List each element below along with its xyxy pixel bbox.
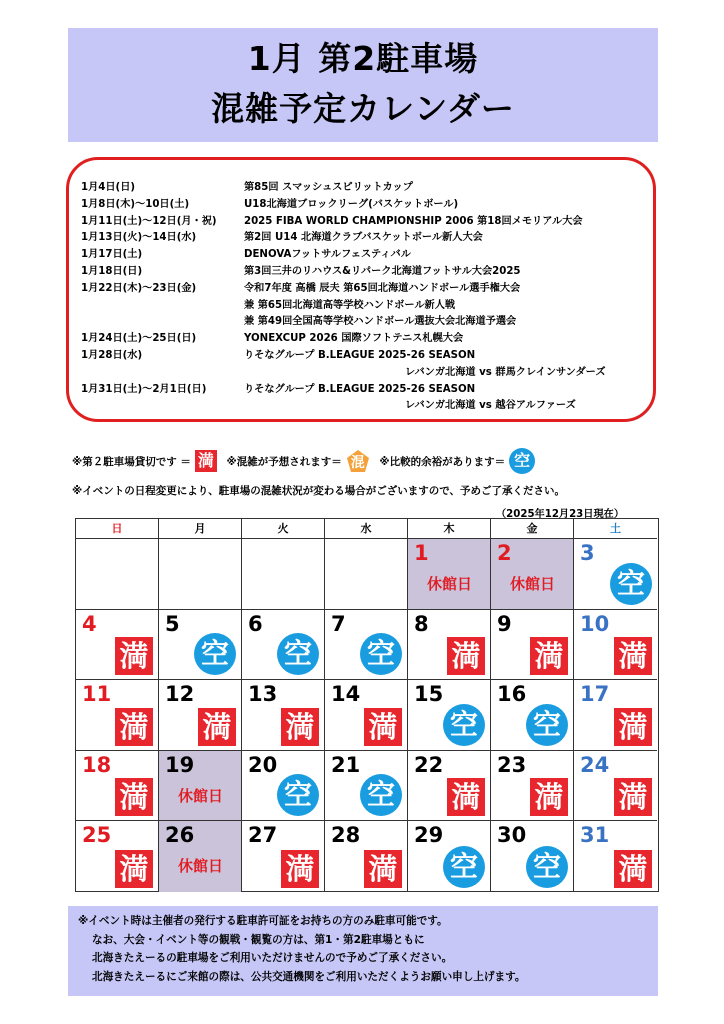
calendar-day-cell: [76, 680, 159, 751]
legend-full-text: ※第２駐車場貸切です ＝: [72, 455, 191, 468]
crowded-icon-label: 混: [350, 455, 365, 471]
calendar-day-cell: [408, 610, 491, 681]
event-title: レバンガ北海道 vs 群馬クレインサンダーズ: [405, 366, 606, 378]
footer-notice: [68, 906, 658, 996]
day-number: 14: [331, 682, 361, 706]
calendar-day-cell: [408, 539, 491, 610]
full-icon: 満: [614, 850, 652, 888]
calendar-day-cell: [408, 821, 491, 892]
day-number: 20: [248, 752, 278, 777]
full-icon: 満: [198, 708, 236, 746]
footer-line: 北海きたえーるにご来館の際は、公共交通機関をご利用いただくようお願い申し上げます。: [92, 970, 526, 983]
weekday-label: 木: [408, 519, 491, 539]
empty-icon: 空: [277, 774, 319, 816]
event-title: 兼 第49回全国高等学校ハンドボール選抜大会北海道予選会: [244, 316, 517, 328]
weekday-label: 日: [76, 519, 159, 539]
calendar-day-cell: [491, 751, 574, 822]
day-number: 28: [331, 823, 361, 847]
full-icon: 満: [447, 778, 485, 816]
empty-icon: 空: [194, 633, 236, 675]
day-number: 2: [497, 541, 512, 565]
calendar-day-cell: [574, 751, 657, 822]
calendar-day-cell: [242, 821, 325, 892]
calendar-day-cell: [574, 821, 657, 892]
closed-day-label: 休館日: [509, 575, 555, 593]
calendar-empty-cell: [159, 539, 242, 610]
legend: [72, 448, 535, 474]
event-title: 第85回 スマッシュスピリットカップ: [244, 182, 413, 193]
full-icon: 満: [115, 708, 153, 746]
event-date: 1月17日(土): [81, 249, 143, 261]
day-number: 21: [331, 752, 361, 777]
full-icon: 満: [530, 778, 568, 816]
event-schedule-box: [66, 157, 656, 422]
closed-day-label: 休館日: [426, 575, 472, 593]
day-number: 5: [165, 611, 180, 636]
event-title: 兼 第65回北海道高等学校ハンドボール新人戦: [244, 299, 456, 311]
full-icon: 満: [530, 637, 568, 675]
weekday-label: 火: [242, 519, 325, 539]
footer-line: 北海きたえーるの駐車場をご利用いただけませんので予めご了承ください。: [92, 952, 453, 965]
calendar-day-cell: [491, 539, 574, 610]
full-icon: 満: [614, 778, 652, 816]
event-date: 1月31日(土)～2月1日(日): [81, 383, 207, 395]
calendar-day-cell: [574, 610, 657, 681]
day-number: 7: [331, 611, 346, 636]
page-subtitle: 混雑予定カレンダー: [211, 89, 515, 128]
day-number: 31: [580, 823, 610, 847]
empty-icon: 空: [443, 846, 485, 888]
empty-icon: 空: [360, 774, 402, 816]
calendar-day-cell: [76, 821, 159, 892]
day-number: 26: [165, 823, 195, 847]
calendar-day-cell: [159, 680, 242, 751]
calendar-day-cell: [242, 680, 325, 751]
day-number: 1: [414, 541, 429, 565]
footer-line: ※イベント時は主催者の発行する駐車許可証をお持ちの方のみ駐車可能です。: [78, 915, 448, 927]
as-of-date: （2025年12月23日現在）: [496, 509, 625, 520]
calendar-day-cell: [76, 751, 159, 822]
calendar-day-cell: [325, 751, 408, 822]
event-date: 1月13日(火)～14日(水): [81, 232, 197, 244]
empty-icon: 空: [360, 633, 402, 675]
full-icon: 満: [281, 708, 319, 746]
calendar-day-cell: [159, 821, 242, 892]
day-number: 29: [414, 823, 444, 847]
footer-line: なお、大会・イベント等の観戦・観覧の方は、第1・第2駐車場ともに: [92, 933, 425, 946]
empty-icon: 空: [610, 563, 652, 605]
full-icon: 満: [115, 778, 153, 816]
day-number: 23: [497, 752, 527, 777]
full-icon: 満: [447, 637, 485, 675]
full-icon: 満: [614, 708, 652, 746]
event-title: DENOVAフットサルフェスティバル: [244, 249, 411, 261]
day-number: 3: [580, 541, 595, 565]
day-number: 9: [497, 611, 512, 636]
empty-icon: 空: [526, 704, 568, 746]
crowded-icon: [346, 449, 370, 473]
full-icon: 満: [281, 850, 319, 888]
empty-icon: 空: [509, 448, 535, 474]
day-number: 13: [248, 682, 278, 706]
event-date: 1月11日(土)～12日(月・祝): [81, 215, 217, 227]
calendar-empty-cell: [242, 539, 325, 610]
empty-icon: 空: [526, 846, 568, 888]
day-number: 16: [497, 682, 527, 706]
day-number: 4: [82, 611, 97, 636]
calendar-grid: [75, 518, 659, 892]
full-icon: 満: [364, 708, 402, 746]
legend-crowded-text: ※混雑が予想されます＝: [226, 455, 342, 468]
event-date: 1月18日(日): [81, 265, 143, 277]
empty-icon: 空: [277, 633, 319, 675]
title-banner: [68, 28, 658, 142]
calendar-day-cell: [325, 680, 408, 751]
calendar-day-cell: [76, 610, 159, 681]
calendar-day-cell: [159, 751, 242, 822]
day-number: 24: [580, 752, 610, 777]
event-title: りそなグループ B.LEAGUE 2025-26 SEASON: [244, 349, 476, 361]
event-title: 令和7年度 高橋 辰夫 第65回北海道ハンドボール選手権大会: [244, 282, 521, 294]
calendar-day-cell: [574, 539, 657, 610]
event-date: 1月24日(土)～25日(日): [81, 333, 197, 345]
event-title: 2025 FIBA WORLD CHAMPIONSHIP 2006 第18回メモリアル大会: [244, 215, 583, 227]
event-title: U18北海道ブロックリーグ(バスケットボール): [244, 198, 459, 210]
calendar-day-cell: [491, 680, 574, 751]
calendar-day-cell: [408, 680, 491, 751]
day-number: 8: [414, 611, 429, 636]
calendar-day-cell: [491, 610, 574, 681]
event-title: YONEXCUP 2026 国際ソフトテニス札幌大会: [244, 333, 464, 345]
day-number: 17: [580, 682, 610, 706]
day-number: 19: [165, 752, 195, 777]
full-icon: 満: [115, 637, 153, 675]
schedule-change-notice: ※イベントの日程変更により、駐車場の混雑状況が変わる場合がございますので、予めご了承ください。: [72, 485, 565, 497]
calendar-day-cell: [491, 821, 574, 892]
day-number: 6: [248, 611, 263, 636]
day-number: 10: [580, 611, 610, 636]
day-number: 15: [414, 682, 444, 706]
weekday-label: 月: [159, 519, 242, 539]
closed-day-label: 休館日: [177, 786, 223, 805]
calendar-day-cell: [242, 751, 325, 822]
full-icon: 満: [195, 450, 217, 472]
calendar-day-cell: [325, 821, 408, 892]
closed-day-label: 休館日: [177, 857, 223, 875]
full-icon: 満: [115, 850, 153, 888]
calendar-empty-cell: [325, 539, 408, 610]
calendar-empty-cell: [76, 539, 159, 610]
day-number: 25: [82, 823, 112, 847]
event-date: 1月8日(木)～10日(土): [81, 198, 190, 210]
event-title: 第3回三井のリハウス&リパーク北海道フットサル大会2025: [244, 265, 521, 277]
day-number: 22: [414, 752, 444, 777]
legend-empty-text: ※比較的余裕があります＝: [379, 455, 506, 468]
calendar-day-cell: [408, 751, 491, 822]
calendar-day-cell: [242, 610, 325, 681]
event-title: りそなグループ B.LEAGUE 2025-26 SEASON: [244, 383, 476, 395]
full-icon: 満: [364, 850, 402, 888]
weekday-header: [76, 519, 658, 539]
event-date: 1月28日(水): [81, 349, 143, 361]
day-number: 18: [82, 752, 112, 777]
calendar-day-cell: [574, 680, 657, 751]
empty-icon: 空: [443, 704, 485, 746]
weekday-label: 水: [325, 519, 408, 539]
event-title: 第2回 U14 北海道クラブバスケットボール新人大会: [244, 232, 483, 244]
calendar-day-cell: [159, 610, 242, 681]
event-date: 1月4日(日): [81, 182, 136, 193]
page-title: 1月 第2駐車場: [247, 39, 479, 78]
day-number: 27: [248, 823, 278, 847]
day-number: 12: [165, 682, 195, 706]
event-date: 1月22日(木)～23日(金): [81, 282, 197, 294]
weekday-label: 土: [574, 519, 657, 539]
full-icon: 満: [614, 637, 652, 675]
calendar-day-cell: [325, 610, 408, 681]
event-title: レバンガ北海道 vs 越谷アルファーズ: [405, 400, 576, 412]
day-number: 30: [497, 823, 527, 847]
weekday-label: 金: [491, 519, 574, 539]
day-number: 11: [82, 682, 112, 706]
